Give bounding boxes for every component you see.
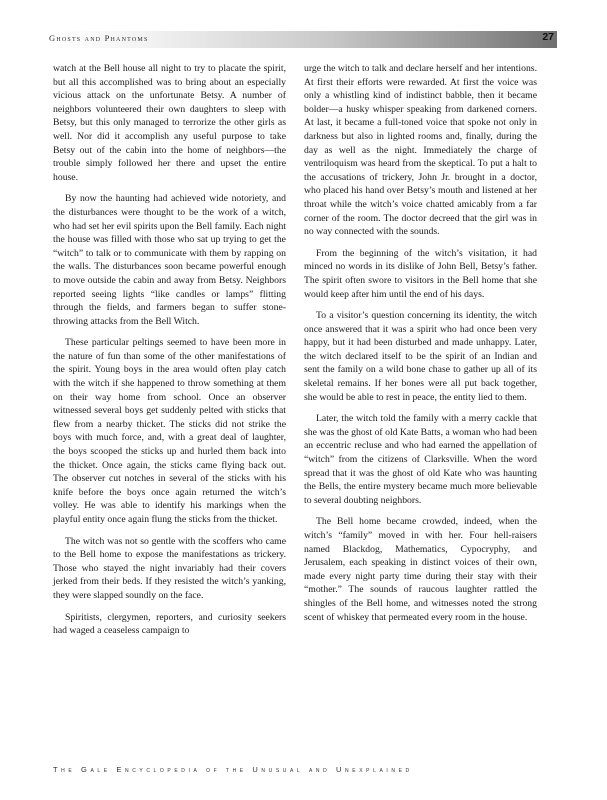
paragraph: Spiritists, clergymen, reporters, and curiosity seekers had waged a ceaseless campaign to	[53, 611, 286, 637]
paragraph: By now the haunting had achieved wide notoriety, and the disturbances were thought to be the work of a witch, who had set her evil spirits upon the Bell family. Each night the house was filled with those who sat up trying to get the “witch” to talk or to communicate with them by rapping on the walls. The disturbances soon became powerful enough to move outside the cabin and away from Betsy. Neighbors reported seeing lights “like candles or lamps” flitting through the fields, and farmers began to suffer stone-throwing attacks from the Bell Witch.	[53, 193, 286, 327]
paragraph: To a visitor’s question concerning its identity, the witch once answered that it was a spirit who had once been very happy, but it had been disturbed and made unhappy. Later, the witch declared itself to be the spirit of an Indian and sent the family on a wild bone chase to gather up all of its skeletal remains. If her bones were all put back together, she would be able to rest in peace, the entity lied to them.	[304, 310, 537, 403]
paragraph: The Bell home became crowded, indeed, when the witch’s “family” moved in with her. Four hell-raisers named Blackdog, Mathematics, Cypocryphy, and Jerusalem, each speaking in distinct voices of their own, made every night party time during their stay with their “mother.” The sounds of raucous laughter rattled the shingles of the Bell home, and witnesses noted the strong scent of whiskey that permeated every room in the house.	[304, 516, 537, 623]
left-column	[53, 62, 286, 646]
paragraph: These particular peltings seemed to have been more in the nature of fun than some of the other manifestations of the spirit. Young boys in the area would often play catch with the witch if she happened to throw something at them on their way home from school. Once an observer witnessed several boys get suddenly pelted with sticks that flew from a nearby thicket. The sticks did not strike the boys with much force, and, with a great deal of laughter, the boys scooped the sticks up and hurled them back into the thicket. Once again, the sticks came flying back out. The observer cut notches in several of the sticks with his knife before the boys once again returned the witch’s volley. He was able to identify his markings when the playful entity once again flung the sticks from the thicket.	[53, 337, 286, 525]
page-number: 27	[542, 31, 554, 43]
paragraph: From the beginning of the witch’s visitation, it had minced no words in its dislike of John Bell, Betsy’s father. The spirit often swore to visitors in the Bell home that she would keep after him until the end of his days.	[304, 247, 537, 300]
paragraph: Later, the witch told the family with a merry cackle that she was the ghost of old Kate Batts, a woman who had been an eccentric recluse and who had earned the appellation of “witch” from the citizens of Clarksville. When the word spread that it was the ghost of old Kate who was haunting the Bells, the entire mystery became much more believable to several doubting neighbors.	[304, 413, 537, 506]
paragraph: The witch was not so gentle with the scoffers who came to the Bell home to expose the manifestations as trickery. Those who stayed the night invariably had their covers jerked from their beds. If they resisted the witch’s yanking, they were slapped soundly on the face.	[53, 535, 286, 601]
paragraph: urge the witch to talk and declare herself and her intentions. At first their efforts were rewarded. At first the voice was only a whistling kind of indistinct babble, then it became bolder—a husky whisper speaking from darkened corners. At last, it became a full-toned voice that spoke not only in darkness but also in lighted rooms and, finally, during the day as well as the night. Immediately the charge of ventriloquism was heard from the skeptical. To put a halt to the accusations of trickery, John Jr. brought in a doctor, who placed his hand over Betsy’s mouth and listened at her throat while the witch’s voice chatted amicably from a far corner of the room. The doctor decreed that the girl was in no way connected with the sounds.	[304, 63, 537, 238]
running-title: Ghosts and Phantoms	[49, 33, 149, 43]
paragraph: watch at the Bell house all night to try to placate the spirit, but all this accomplished was to bring about an especially vicious attack on the unfortunate Betsy. A number of neighbors volunteered their own daughters to sleep with Betsy, but this only managed to terrorize the other girls as well. Nor did it accomplish any useful purpose to take Betsy out of the cabin into the home of neighbors—the trouble simply followed her there and upset the entire house.	[53, 63, 286, 183]
right-column	[304, 62, 537, 632]
footer-book-title: The Gale Encyclopedia of the Unusual and Unexplained	[53, 765, 413, 774]
